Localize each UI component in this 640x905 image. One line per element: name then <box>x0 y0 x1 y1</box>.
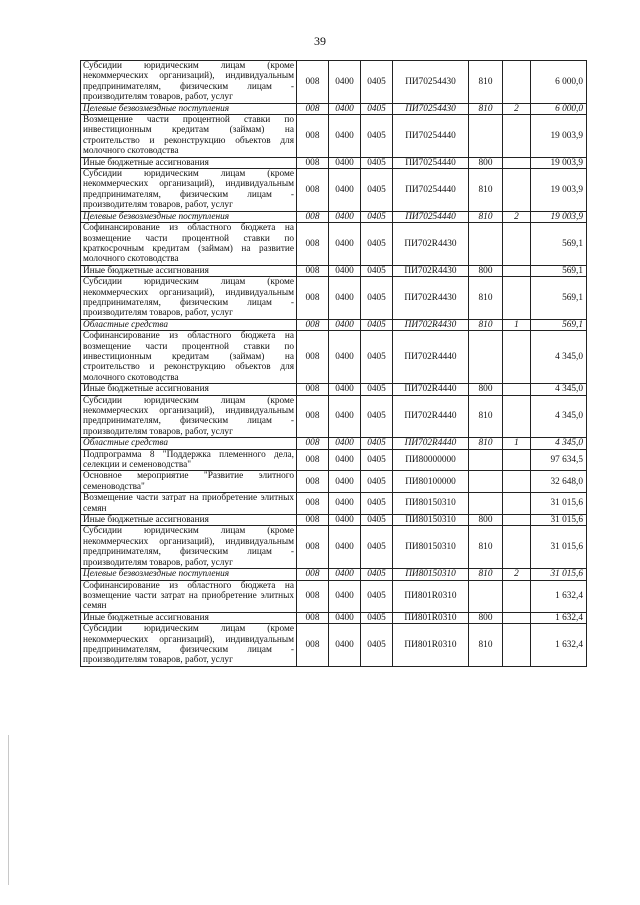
subsection-code-cell: 0405 <box>361 471 393 493</box>
target-article-cell: ПИ70254430 <box>393 61 469 104</box>
section-code-cell: 0400 <box>329 319 361 330</box>
name-cell: Областные средства <box>81 319 297 330</box>
name-cell: Субсидии юридическим лицам (кроме некоммерческих организаций), индивидуальным предпринимателям, физическим лицам - производителям товаров, работ, услуг <box>81 61 297 104</box>
target-article-cell: ПИ702R4440 <box>393 331 469 384</box>
budget-table <box>80 60 587 667</box>
target-article-cell: ПИ702R4440 <box>393 395 469 438</box>
section-code-cell: 0400 <box>329 277 361 320</box>
funding-source-cell: 2 <box>503 211 531 222</box>
ministry-code-cell: 008 <box>297 169 329 212</box>
table-row <box>81 493 587 515</box>
subsection-code-cell: 0405 <box>361 526 393 569</box>
expense-type-cell: 810 <box>469 319 503 330</box>
target-article-cell: ПИ801R0310 <box>393 624 469 667</box>
table-row <box>81 449 587 471</box>
scan-edge-mark <box>8 735 9 885</box>
section-code-cell: 0400 <box>329 438 361 449</box>
ministry-code-cell: 008 <box>297 115 329 158</box>
section-code-cell: 0400 <box>329 265 361 276</box>
subsection-code-cell: 0405 <box>361 319 393 330</box>
name-cell: Иные бюджетные ассигнования <box>81 157 297 168</box>
target-article-cell: ПИ70254440 <box>393 211 469 222</box>
expense-type-cell: 810 <box>469 438 503 449</box>
funding-source-cell <box>503 580 531 612</box>
amount-cell: 19 003,9 <box>531 169 587 212</box>
section-code-cell: 0400 <box>329 169 361 212</box>
ministry-code-cell: 008 <box>297 515 329 526</box>
amount-cell: 1 632,4 <box>531 624 587 667</box>
amount-cell: 4 345,0 <box>531 395 587 438</box>
section-code-cell: 0400 <box>329 449 361 471</box>
name-cell: Основное мероприятие "Развитие элитного семеноводства" <box>81 471 297 493</box>
target-article-cell: ПИ70254440 <box>393 157 469 168</box>
expense-type-cell <box>469 449 503 471</box>
name-cell: Софинансирование из областного бюджета на возмещение части процентной ставки по краткосрочным кредитам (займам) на развитие молочного скотоводства <box>81 223 297 266</box>
funding-source-cell <box>503 61 531 104</box>
section-code-cell: 0400 <box>329 103 361 114</box>
ministry-code-cell: 008 <box>297 612 329 623</box>
amount-cell: 569,1 <box>531 277 587 320</box>
table-row <box>81 395 587 438</box>
amount-cell: 1 632,4 <box>531 580 587 612</box>
name-cell: Субсидии юридическим лицам (кроме некоммерческих организаций), индивидуальным предпринимателям, физическим лицам - производителям товаров, работ, услуг <box>81 277 297 320</box>
amount-cell: 31 015,6 <box>531 493 587 515</box>
table-row <box>81 169 587 212</box>
target-article-cell: ПИ80150310 <box>393 493 469 515</box>
subsection-code-cell: 0405 <box>361 265 393 276</box>
table-row <box>81 624 587 667</box>
name-cell: Софинансирование из областного бюджета на возмещение части процентной ставки по инвестиционным кредитам (займам) на строительство и реконструкцию объектов для молочного скотоводства <box>81 331 297 384</box>
funding-source-cell: 2 <box>503 569 531 580</box>
ministry-code-cell: 008 <box>297 471 329 493</box>
expense-type-cell: 810 <box>469 277 503 320</box>
table-row <box>81 319 587 330</box>
amount-cell: 4 345,0 <box>531 331 587 384</box>
section-code-cell: 0400 <box>329 115 361 158</box>
target-article-cell: ПИ702R4430 <box>393 265 469 276</box>
amount-cell: 1 632,4 <box>531 612 587 623</box>
expense-type-cell <box>469 331 503 384</box>
funding-source-cell <box>503 223 531 266</box>
ministry-code-cell: 008 <box>297 265 329 276</box>
name-cell: Целевые безвозмездные поступления <box>81 569 297 580</box>
funding-source-cell <box>503 115 531 158</box>
ministry-code-cell: 008 <box>297 211 329 222</box>
funding-source-cell <box>503 624 531 667</box>
amount-cell: 569,1 <box>531 265 587 276</box>
expense-type-cell: 810 <box>469 211 503 222</box>
page-number: 39 <box>314 34 326 48</box>
amount-cell: 19 003,9 <box>531 115 587 158</box>
subsection-code-cell: 0405 <box>361 624 393 667</box>
amount-cell: 31 015,6 <box>531 526 587 569</box>
amount-cell: 31 015,6 <box>531 569 587 580</box>
amount-cell: 569,1 <box>531 319 587 330</box>
section-code-cell: 0400 <box>329 526 361 569</box>
expense-type-cell <box>469 580 503 612</box>
subsection-code-cell: 0405 <box>361 395 393 438</box>
name-cell: Субсидии юридическим лицам (кроме некоммерческих организаций), индивидуальным предпринимателям, физическим лицам - производителям товаров, работ, услуг <box>81 169 297 212</box>
subsection-code-cell: 0405 <box>361 169 393 212</box>
name-cell: Областные средства <box>81 438 297 449</box>
table-row <box>81 471 587 493</box>
table-row <box>81 515 587 526</box>
subsection-code-cell: 0405 <box>361 569 393 580</box>
amount-cell: 569,1 <box>531 223 587 266</box>
expense-type-cell <box>469 223 503 266</box>
subsection-code-cell: 0405 <box>361 580 393 612</box>
expense-type-cell: 810 <box>469 103 503 114</box>
section-code-cell: 0400 <box>329 384 361 395</box>
table-row <box>81 211 587 222</box>
section-code-cell: 0400 <box>329 223 361 266</box>
funding-source-cell <box>503 515 531 526</box>
target-article-cell: ПИ702R4430 <box>393 277 469 320</box>
table-row <box>81 265 587 276</box>
section-code-cell: 0400 <box>329 61 361 104</box>
section-code-cell: 0400 <box>329 612 361 623</box>
funding-source-cell: 2 <box>503 103 531 114</box>
ministry-code-cell: 008 <box>297 223 329 266</box>
section-code-cell: 0400 <box>329 493 361 515</box>
expense-type-cell: 800 <box>469 265 503 276</box>
section-code-cell: 0400 <box>329 580 361 612</box>
expense-type-cell: 810 <box>469 569 503 580</box>
table-row <box>81 223 587 266</box>
amount-cell: 6 000,0 <box>531 103 587 114</box>
subsection-code-cell: 0405 <box>361 331 393 384</box>
name-cell: Иные бюджетные ассигнования <box>81 265 297 276</box>
ministry-code-cell: 008 <box>297 438 329 449</box>
amount-cell: 32 648,0 <box>531 471 587 493</box>
amount-cell: 97 634,5 <box>531 449 587 471</box>
funding-source-cell: 1 <box>503 438 531 449</box>
table-row <box>81 526 587 569</box>
name-cell: Целевые безвозмездные поступления <box>81 211 297 222</box>
name-cell: Возмещение части процентной ставки по инвестиционным кредитам (займам) на строительство и реконструкцию объектов для молочного скотоводства <box>81 115 297 158</box>
subsection-code-cell: 0405 <box>361 515 393 526</box>
table-row <box>81 277 587 320</box>
table-row <box>81 384 587 395</box>
target-article-cell: ПИ80000000 <box>393 449 469 471</box>
ministry-code-cell: 008 <box>297 331 329 384</box>
expense-type-cell: 810 <box>469 624 503 667</box>
funding-source-cell <box>503 526 531 569</box>
subsection-code-cell: 0405 <box>361 384 393 395</box>
section-code-cell: 0400 <box>329 569 361 580</box>
funding-source-cell <box>503 395 531 438</box>
amount-cell: 4 345,0 <box>531 438 587 449</box>
target-article-cell: ПИ702R4440 <box>393 384 469 395</box>
ministry-code-cell: 008 <box>297 103 329 114</box>
expense-type-cell: 810 <box>469 526 503 569</box>
funding-source-cell <box>503 169 531 212</box>
expense-type-cell <box>469 471 503 493</box>
section-code-cell: 0400 <box>329 395 361 438</box>
name-cell: Иные бюджетные ассигнования <box>81 515 297 526</box>
name-cell: Субсидии юридическим лицам (кроме некоммерческих организаций), индивидуальным предпринимателям, физическим лицам - производителям товаров, работ, услуг <box>81 526 297 569</box>
table-row <box>81 580 587 612</box>
ministry-code-cell: 008 <box>297 624 329 667</box>
subsection-code-cell: 0405 <box>361 223 393 266</box>
table-row <box>81 103 587 114</box>
funding-source-cell <box>503 612 531 623</box>
target-article-cell: ПИ702R4440 <box>393 438 469 449</box>
name-cell: Субсидии юридическим лицам (кроме некоммерческих организаций), индивидуальным предпринимателям, физическим лицам - производителям товаров, работ, услуг <box>81 624 297 667</box>
expense-type-cell: 800 <box>469 612 503 623</box>
name-cell: Возмещение части затрат на приобретение элитных семян <box>81 493 297 515</box>
amount-cell: 19 003,9 <box>531 211 587 222</box>
amount-cell: 6 000,0 <box>531 61 587 104</box>
table-row <box>81 157 587 168</box>
section-code-cell: 0400 <box>329 331 361 384</box>
ministry-code-cell: 008 <box>297 277 329 320</box>
funding-source-cell <box>503 265 531 276</box>
target-article-cell: ПИ80150310 <box>393 526 469 569</box>
expense-type-cell: 800 <box>469 157 503 168</box>
subsection-code-cell: 0405 <box>361 103 393 114</box>
ministry-code-cell: 008 <box>297 569 329 580</box>
name-cell: Субсидии юридическим лицам (кроме некоммерческих организаций), индивидуальным предпринимателям, физическим лицам - производителям товаров, работ, услуг <box>81 395 297 438</box>
ministry-code-cell: 008 <box>297 449 329 471</box>
expense-type-cell: 810 <box>469 395 503 438</box>
amount-cell: 31 015,6 <box>531 515 587 526</box>
table-row <box>81 612 587 623</box>
name-cell: Подпрограмма 8 "Поддержка племенного дела, селекции и семеноводства" <box>81 449 297 471</box>
section-code-cell: 0400 <box>329 157 361 168</box>
table-row <box>81 61 587 104</box>
ministry-code-cell: 008 <box>297 319 329 330</box>
subsection-code-cell: 0405 <box>361 277 393 320</box>
target-article-cell: ПИ80150310 <box>393 569 469 580</box>
table-row <box>81 569 587 580</box>
target-article-cell: ПИ70254440 <box>393 115 469 158</box>
name-cell: Иные бюджетные ассигнования <box>81 384 297 395</box>
subsection-code-cell: 0405 <box>361 211 393 222</box>
funding-source-cell: 1 <box>503 319 531 330</box>
section-code-cell: 0400 <box>329 211 361 222</box>
subsection-code-cell: 0405 <box>361 438 393 449</box>
ministry-code-cell: 008 <box>297 61 329 104</box>
subsection-code-cell: 0405 <box>361 449 393 471</box>
funding-source-cell <box>503 384 531 395</box>
ministry-code-cell: 008 <box>297 395 329 438</box>
target-article-cell: ПИ801R0310 <box>393 612 469 623</box>
funding-source-cell <box>503 471 531 493</box>
subsection-code-cell: 0405 <box>361 493 393 515</box>
funding-source-cell <box>503 157 531 168</box>
subsection-code-cell: 0405 <box>361 61 393 104</box>
expense-type-cell <box>469 493 503 515</box>
table-row <box>81 438 587 449</box>
expense-type-cell <box>469 115 503 158</box>
funding-source-cell <box>503 277 531 320</box>
section-code-cell: 0400 <box>329 471 361 493</box>
table-body <box>81 61 587 667</box>
section-code-cell: 0400 <box>329 515 361 526</box>
name-cell: Софинансирование из областного бюджета на возмещение части затрат на приобретение элитных семян <box>81 580 297 612</box>
target-article-cell: ПИ80150310 <box>393 515 469 526</box>
amount-cell: 4 345,0 <box>531 384 587 395</box>
table-row <box>81 115 587 158</box>
expense-type-cell: 800 <box>469 384 503 395</box>
subsection-code-cell: 0405 <box>361 157 393 168</box>
target-article-cell: ПИ702R4430 <box>393 319 469 330</box>
expense-type-cell: 800 <box>469 515 503 526</box>
funding-source-cell <box>503 449 531 471</box>
table-row <box>81 331 587 384</box>
name-cell: Иные бюджетные ассигнования <box>81 612 297 623</box>
name-cell: Целевые безвозмездные поступления <box>81 103 297 114</box>
ministry-code-cell: 008 <box>297 157 329 168</box>
amount-cell: 19 003,9 <box>531 157 587 168</box>
subsection-code-cell: 0405 <box>361 612 393 623</box>
ministry-code-cell: 008 <box>297 526 329 569</box>
subsection-code-cell: 0405 <box>361 115 393 158</box>
target-article-cell: ПИ70254440 <box>393 169 469 212</box>
expense-type-cell: 810 <box>469 61 503 104</box>
target-article-cell: ПИ702R4430 <box>393 223 469 266</box>
target-article-cell: ПИ801R0310 <box>393 580 469 612</box>
ministry-code-cell: 008 <box>297 493 329 515</box>
section-code-cell: 0400 <box>329 624 361 667</box>
target-article-cell: ПИ70254430 <box>393 103 469 114</box>
expense-type-cell: 810 <box>469 169 503 212</box>
target-article-cell: ПИ80100000 <box>393 471 469 493</box>
ministry-code-cell: 008 <box>297 580 329 612</box>
funding-source-cell <box>503 493 531 515</box>
funding-source-cell <box>503 331 531 384</box>
ministry-code-cell: 008 <box>297 384 329 395</box>
